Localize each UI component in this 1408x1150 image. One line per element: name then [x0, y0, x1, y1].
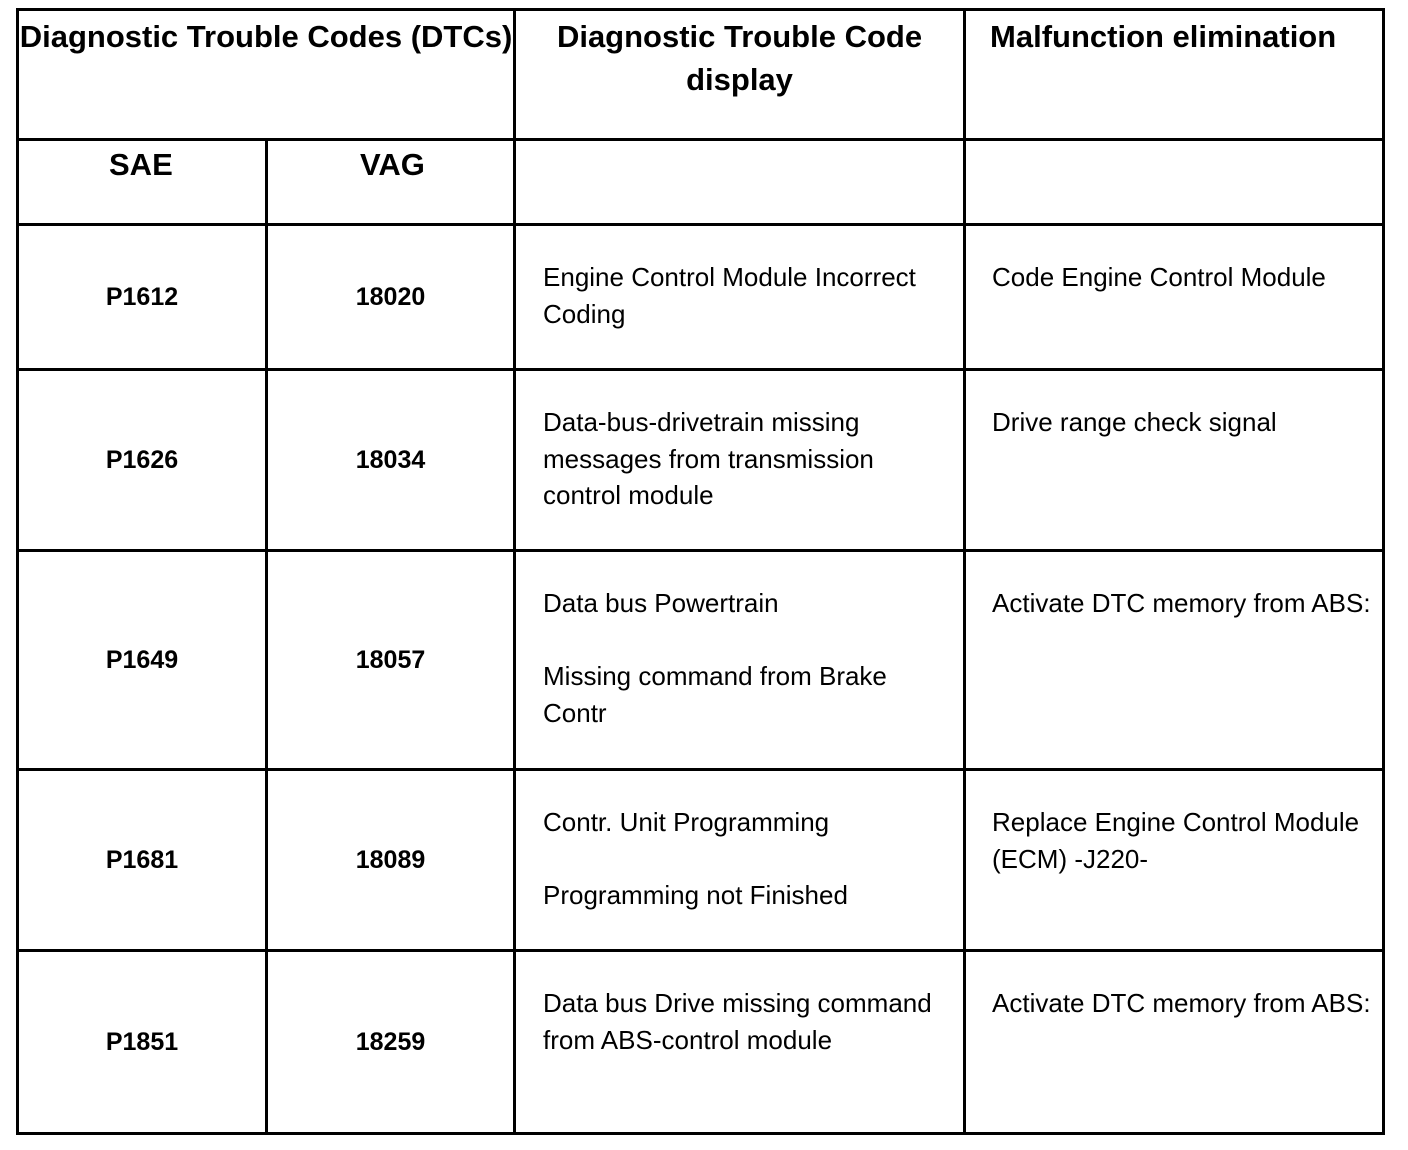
malfunction-header: Malfunction elimination: [990, 19, 1337, 54]
header-row: [18, 10, 1384, 140]
vag-code: 18034: [267, 370, 515, 551]
display-cell: [515, 225, 965, 370]
display-line: Data-bus-drivetrain missing messages from transmission control module: [543, 407, 874, 510]
dtc-header: Diagnostic Trouble Codes (DTCs): [19, 19, 513, 54]
elimination-cell: [965, 370, 1384, 551]
sae-code: P1681: [18, 770, 267, 951]
elimination-text: Activate DTC memory from ABS:: [992, 588, 1371, 618]
display-line: Data bus Drive missing command from ABS-control module: [543, 988, 932, 1055]
display-line: Missing command from Brake Contr: [543, 661, 887, 728]
elimination-text: Code Engine Control Module: [992, 262, 1326, 292]
empty-cell: [515, 140, 965, 225]
elimination-cell: [965, 770, 1384, 951]
table-row: [18, 370, 1384, 551]
table-row: [18, 225, 1384, 370]
empty-cell: [965, 140, 1384, 225]
sae-header: SAE: [109, 147, 173, 182]
malfunction-header-cell: [965, 10, 1384, 140]
display-text: [516, 952, 963, 1058]
display-text: [516, 226, 963, 332]
table-row: [18, 951, 1384, 1134]
display-line: Contr. Unit Programming: [543, 807, 830, 837]
display-line: Programming not Finished: [543, 880, 848, 910]
vag-code: 18259: [267, 951, 515, 1134]
display-header: Diagnostic Trouble Code display: [556, 19, 923, 97]
table-row: [18, 770, 1384, 951]
sae-code: P1626: [18, 370, 267, 551]
sae-code: P1649: [18, 551, 267, 770]
sae-code: P1851: [18, 951, 267, 1134]
display-cell: [515, 770, 965, 951]
vag-code: 18057: [267, 551, 515, 770]
vag-code: 18089: [267, 770, 515, 951]
elimination-text: Activate DTC memory from ABS:: [992, 988, 1371, 1018]
vag-header: VAG: [360, 147, 425, 182]
display-text: [516, 771, 963, 914]
dtc-header-cell: [18, 10, 515, 140]
display-line: Data bus Powertrain: [543, 588, 779, 618]
display-header-cell: [515, 10, 965, 140]
display-cell: [515, 551, 965, 770]
subheader-row: [18, 140, 1384, 225]
display-text: [516, 371, 963, 514]
elimination-cell: [965, 551, 1384, 770]
display-cell: [515, 370, 965, 551]
elimination-text: Drive range check signal: [992, 407, 1277, 437]
display-line: Engine Control Module Incorrect Coding: [543, 262, 916, 329]
elimination-text: Replace Engine Control Module (ECM) -J220-: [992, 807, 1360, 874]
sae-header-cell: [18, 140, 267, 225]
sae-code: P1612: [18, 225, 267, 370]
display-cell: [515, 951, 965, 1134]
display-text: [516, 552, 963, 731]
vag-header-cell: [267, 140, 515, 225]
vag-code: 18020: [267, 225, 515, 370]
elimination-cell: [965, 225, 1384, 370]
elimination-cell: [965, 951, 1384, 1134]
dtc-table: [16, 8, 1385, 1135]
table-row: [18, 551, 1384, 770]
